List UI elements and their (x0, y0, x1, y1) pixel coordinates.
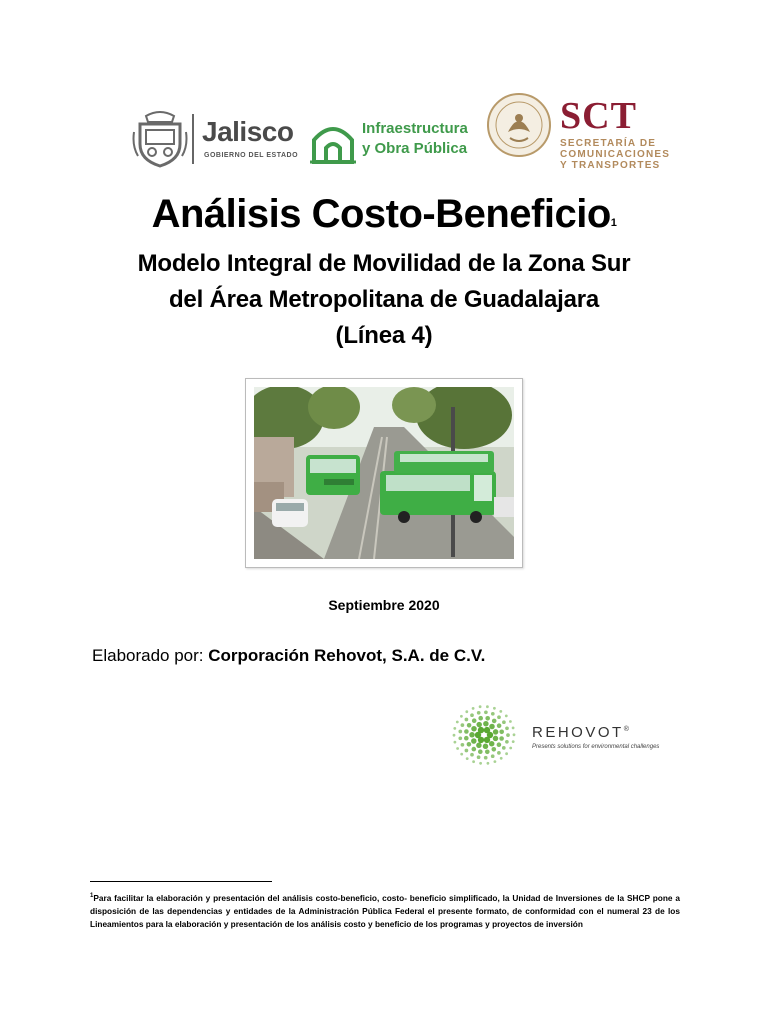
rehovot-dot (499, 710, 502, 713)
rehovot-dot (476, 722, 482, 728)
rehovot-dot (469, 732, 475, 738)
rehovot-dot (484, 727, 490, 733)
logo-divider (192, 114, 194, 164)
rehovot-dot (489, 724, 495, 730)
sct-fullname (560, 138, 670, 171)
rehovot-dot (477, 755, 481, 759)
jalisco-logo (132, 110, 307, 170)
rehovot-dot (454, 741, 457, 744)
jalisco-name: Jalisco (202, 116, 294, 147)
rehovot-dot (492, 719, 497, 724)
footnote-mark: 1 (90, 893, 94, 899)
rehovot-dot (491, 712, 495, 716)
rehovot-dot (476, 743, 482, 749)
document-date: Septiembre 2020 (328, 597, 440, 613)
rehovot-dot (484, 756, 488, 760)
rehovot-dot (497, 751, 501, 755)
subtitle-line2: del Área Metropolitana de Guadalajara (168, 286, 600, 313)
rehovot-dot (470, 713, 474, 717)
prepared-by-name: Corporación Rehovot, S.A. de C.V. (208, 646, 486, 665)
rehovot-dot (460, 715, 463, 718)
rehovot-dot (479, 762, 482, 765)
rehovot-dot (484, 710, 488, 714)
rehovot-dot (487, 762, 490, 765)
rehovot-dot (472, 707, 475, 710)
rehovot-dot (499, 736, 504, 741)
rehovot-dot (513, 733, 516, 736)
rehovot-dot (477, 711, 481, 715)
document-title (0, 192, 768, 237)
rehovot-name (532, 724, 629, 741)
rehovot-dot (471, 738, 477, 744)
infraestructura-line1: Infraestructura (362, 120, 468, 137)
rehovot-dot (505, 726, 509, 730)
rehovot-dot (472, 747, 477, 752)
rehovot-dot (500, 757, 503, 760)
footnote-text: Para facilitar la elaboración y presentación del análisis costo-beneficio, costo- beneficio simplificado, la Unidad de Inversiones de la SHCP pone a disposición de las dependencias y entidades de la Administración Pública Federal el presente formato, de conformidad con el numeral 23 de los Lineamientos para la elaboración y presentación de los análisis costo y beneficio de los programas y proyectos de inversión (90, 892, 680, 929)
title-footnote-mark[interactable]: 1 (610, 217, 617, 229)
title-text: Análisis Costo-Beneficio (151, 192, 611, 236)
building-icon (310, 122, 356, 164)
rehovot-dot (505, 740, 509, 744)
infraestructura-logo (310, 120, 490, 170)
rehovot-dot (479, 705, 482, 708)
rehovot-dot (494, 760, 497, 763)
rehovot-dot (493, 707, 496, 710)
rehovot-dot (453, 727, 456, 730)
rehovot-dot (485, 750, 490, 755)
rehovot-dot (512, 740, 515, 743)
rehovot-name-text: REHOVOT (532, 724, 624, 741)
document-subtitle (0, 246, 768, 354)
rehovot-dot (493, 729, 499, 735)
sct-abbr: SCT (560, 95, 637, 137)
rehovot-dots-icon (450, 702, 520, 768)
rehovot-dot (478, 727, 484, 733)
rehovot-dot (478, 749, 483, 754)
rehovot-dot (453, 734, 456, 737)
rehovot-dot (489, 741, 495, 747)
footnote (90, 890, 680, 931)
sct-line1: SECRETARÍA DE (560, 138, 657, 149)
rehovot-dot (509, 747, 512, 750)
rehovot-dot (464, 736, 469, 741)
rehovot-dot (461, 723, 465, 727)
rehovot-dot (502, 720, 506, 724)
rehovot-dot (483, 721, 489, 727)
footnote-separator (90, 881, 272, 882)
rehovot-dot (461, 743, 465, 747)
infraestructura-line2: y Obra Pública (362, 140, 468, 157)
rehovot-dot (497, 715, 501, 719)
subtitle-line1: Modelo Integral de Movilidad de la Zona Sur (137, 250, 631, 277)
rehovot-dot (466, 757, 469, 760)
rehovot-dot (456, 747, 459, 750)
rehovot-dot (512, 727, 515, 730)
rehovot-dot (493, 736, 499, 742)
sct-logo (560, 94, 680, 174)
rehovot-dot (460, 753, 463, 756)
rehovot-dot (472, 718, 477, 723)
rehovot-registered-mark: ® (623, 726, 629, 733)
rehovot-dot (492, 747, 497, 752)
rehovot-dot (470, 753, 474, 757)
rehovot-dot (465, 749, 469, 753)
subtitle-line3: (Línea 4) (335, 322, 433, 349)
prepared-by-label: Elaborado por: (92, 646, 209, 665)
rehovot-dot (485, 716, 490, 721)
rehovot-dot (497, 723, 502, 728)
rehovot-dot (505, 715, 508, 718)
rehovot-logo (450, 702, 690, 772)
rehovot-dot (465, 718, 469, 722)
rehovot-dot (456, 721, 459, 724)
rehovot-dot (486, 705, 489, 708)
rehovot-dot (464, 729, 469, 734)
sct-line3: Y TRANSPORTES (560, 160, 661, 171)
street-buses-photo (254, 387, 514, 559)
rehovot-tagline: Presents solutions for environmental challenges (532, 744, 660, 750)
rehovot-dot (502, 746, 506, 750)
cover-photo (245, 378, 523, 568)
rehovot-dot (465, 710, 468, 713)
rehovot-dot (509, 720, 512, 723)
rehovot-dot (472, 760, 475, 763)
sct-line2: COMUNICACIONES (560, 149, 671, 160)
rehovot-dot (505, 752, 508, 755)
rehovot-dot (483, 744, 489, 750)
prepared-by (92, 646, 485, 666)
rehovot-dot (458, 730, 462, 734)
rehovot-dot (499, 730, 504, 735)
mexico-seal-icon (486, 92, 552, 158)
rehovot-dot (467, 742, 472, 747)
rehovot-dot (484, 737, 490, 743)
rehovot-dot (491, 754, 495, 758)
jalisco-crest-icon (132, 110, 188, 168)
rehovot-dot (478, 716, 483, 721)
logo-band (132, 92, 672, 182)
rehovot-dot (467, 723, 472, 728)
rehovot-dot (506, 733, 510, 737)
rehovot-dot (497, 742, 502, 747)
rehovot-dot (458, 736, 462, 740)
rehovot-dot (471, 726, 477, 732)
jalisco-subtitle: GOBIERNO DEL ESTADO (204, 152, 299, 159)
